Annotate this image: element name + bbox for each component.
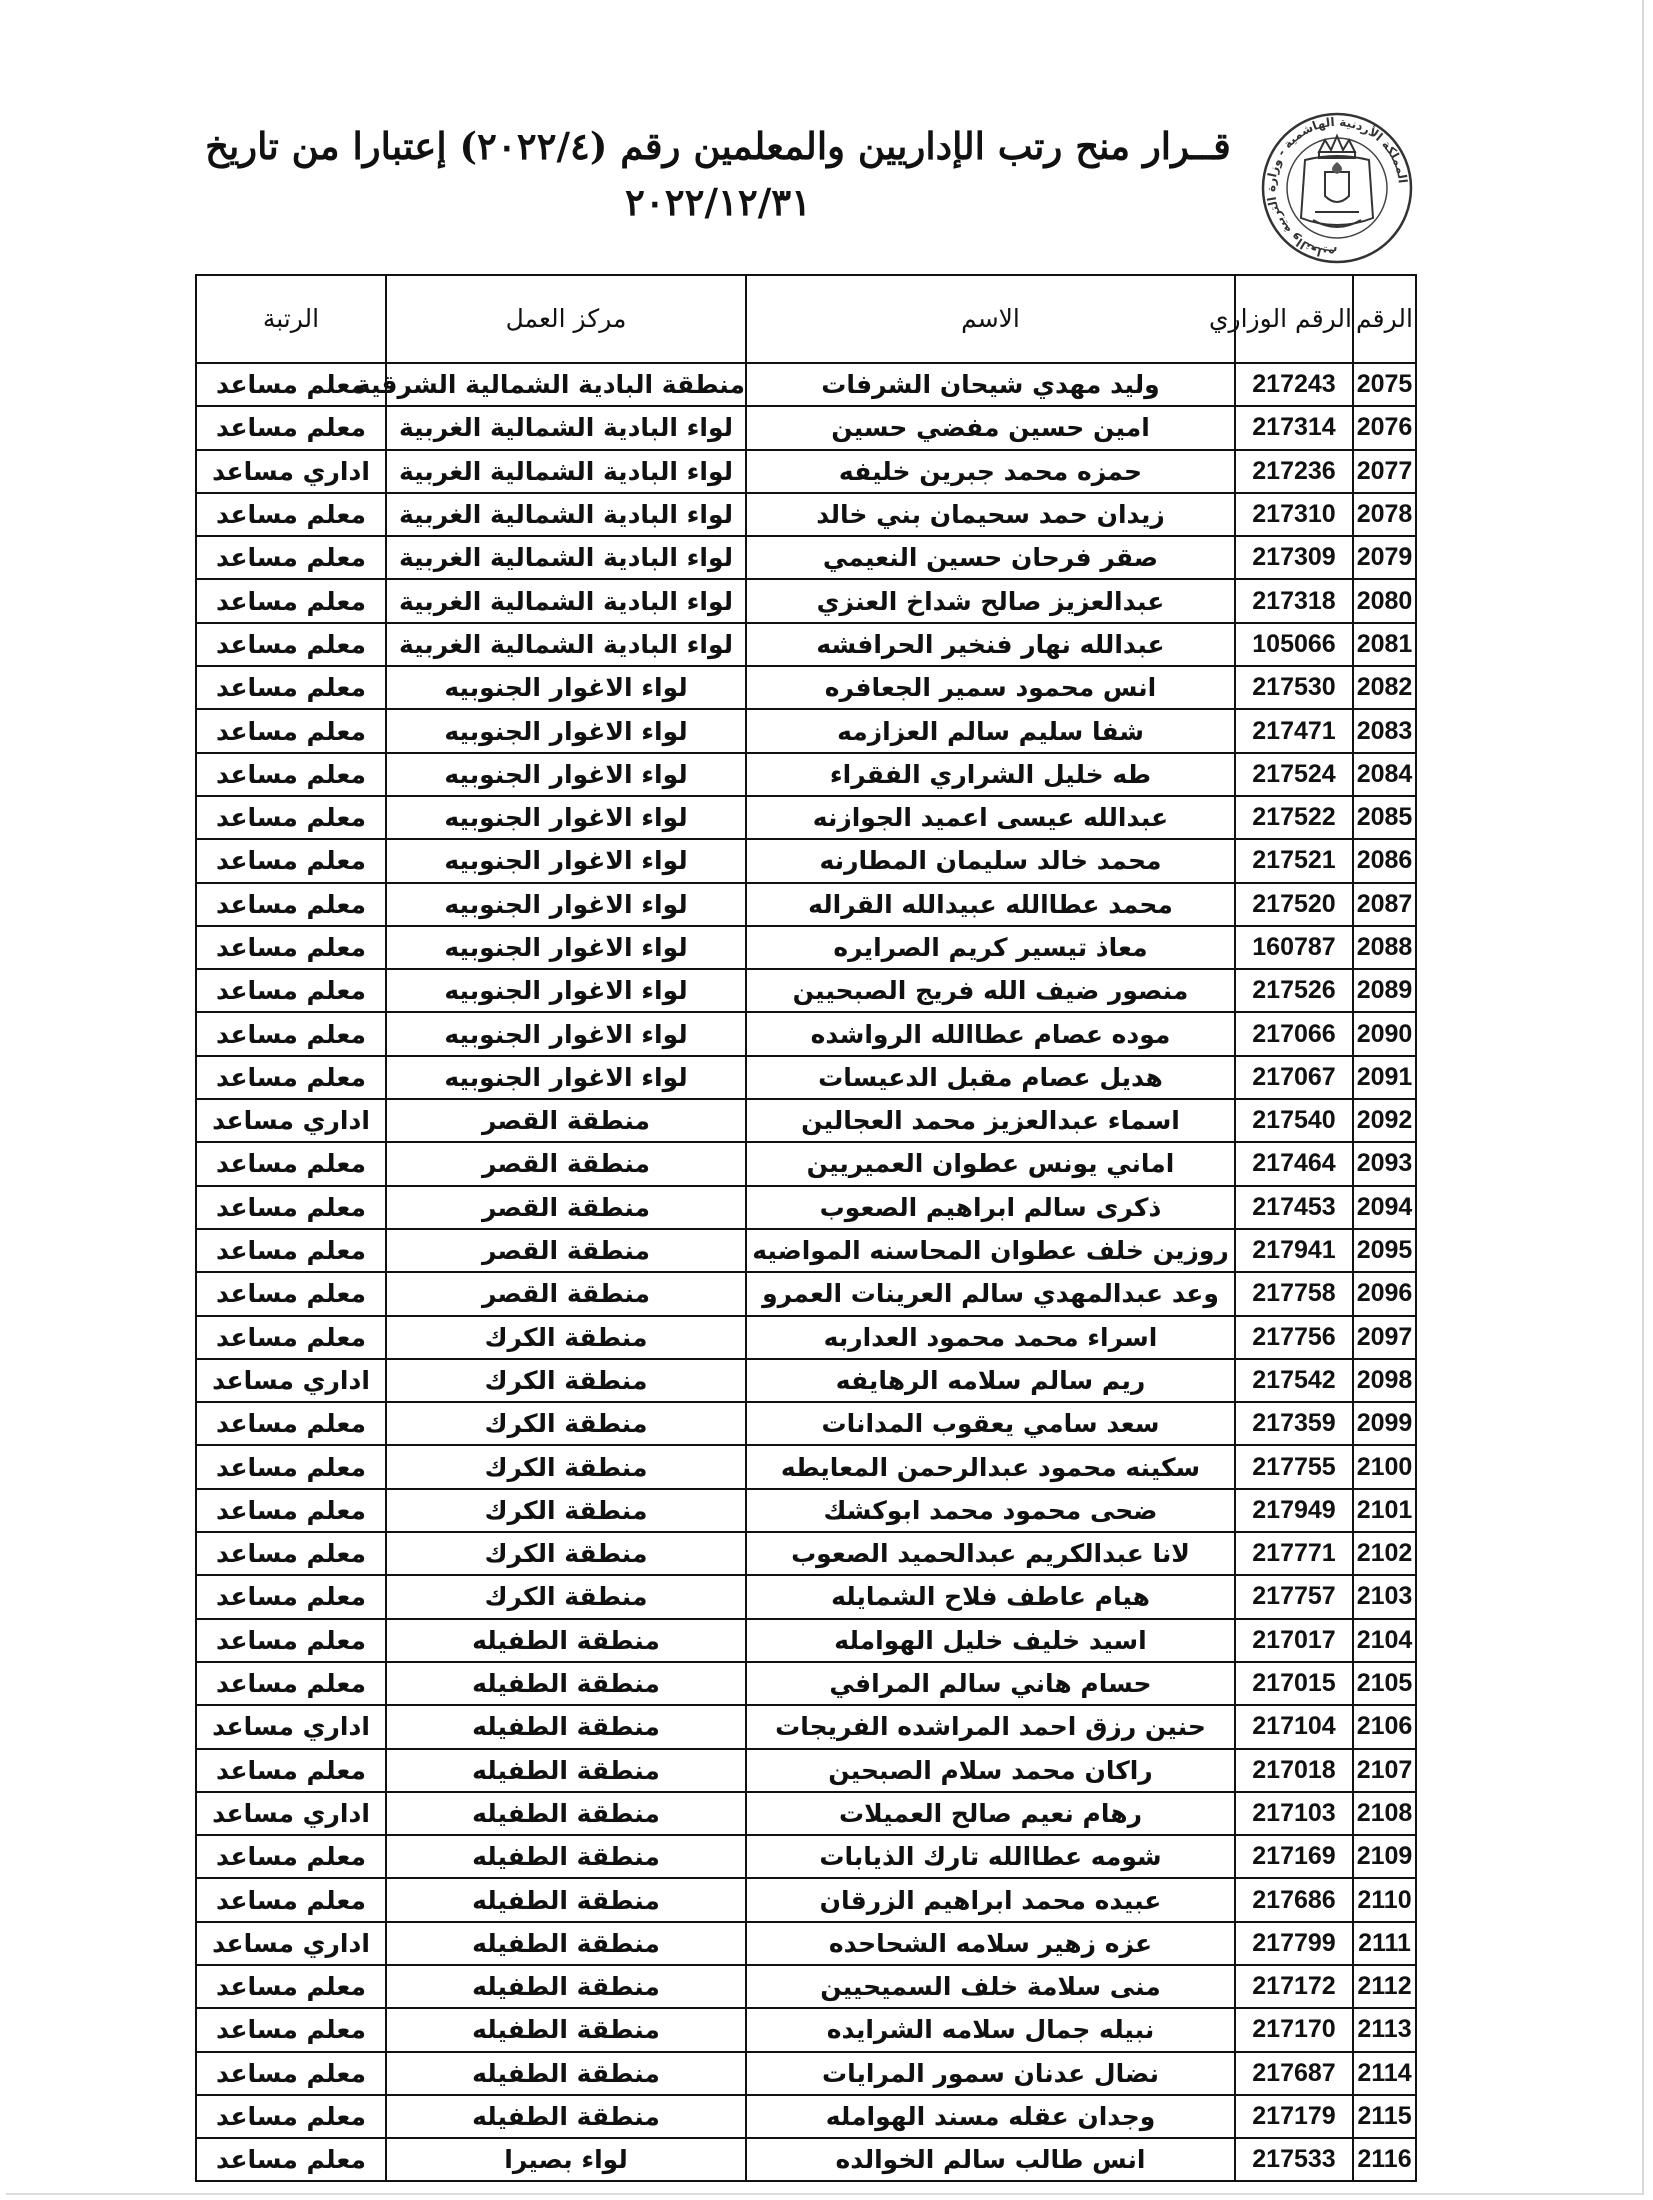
work-center: منطقة القصر bbox=[386, 1186, 746, 1229]
row-number: 2085 bbox=[1353, 796, 1416, 839]
table-row bbox=[196, 1922, 1416, 1965]
row-number: 2095 bbox=[1353, 1229, 1416, 1272]
rank: معلم مساعد bbox=[196, 969, 386, 1012]
employee-name: انس طالب سالم الخوالده bbox=[746, 2138, 1235, 2181]
row-number: 2094 bbox=[1353, 1186, 1416, 1229]
rank: معلم مساعد bbox=[196, 796, 386, 839]
table-row bbox=[196, 1835, 1416, 1878]
employee-name: عبدالله نهار فنخير الحرافشه bbox=[746, 623, 1235, 666]
table-row bbox=[196, 493, 1416, 536]
ministry-number: 217359 bbox=[1235, 1402, 1353, 1445]
employee-name: نضال عدنان سمور المرايات bbox=[746, 2052, 1235, 2095]
rank: اداري مساعد bbox=[196, 1922, 386, 1965]
employee-name: اسيد خليف خليل الهوامله bbox=[746, 1619, 1235, 1662]
table-row bbox=[196, 2052, 1416, 2095]
work-center: منطقة الطفيله bbox=[386, 1922, 746, 1965]
table-row bbox=[196, 1056, 1416, 1099]
work-center: لواء الاغوار الجنوبيه bbox=[386, 926, 746, 969]
rank: اداري مساعد bbox=[196, 450, 386, 493]
work-center: منطقة الطفيله bbox=[386, 1619, 746, 1662]
table-row bbox=[196, 796, 1416, 839]
employee-name: عبدالله عيسى اعميد الجوازنه bbox=[746, 796, 1235, 839]
ministry-number: 217236 bbox=[1235, 450, 1353, 493]
ministry-number: 217169 bbox=[1235, 1835, 1353, 1878]
employee-name: حنين رزق احمد المراشده الفريجات bbox=[746, 1705, 1235, 1748]
title-line-1: قــرار منح رتب الإداريين والمعلمين رقم (٢٠٢٢/٤) إعتبارا من تاريخ bbox=[205, 124, 1231, 168]
employee-name: اسراء محمد محمود العداربه bbox=[746, 1316, 1235, 1359]
work-center: لواء الاغوار الجنوبيه bbox=[386, 666, 746, 709]
row-number: 2106 bbox=[1353, 1705, 1416, 1748]
row-number: 2100 bbox=[1353, 1445, 1416, 1488]
ministry-number: 217522 bbox=[1235, 796, 1353, 839]
table-row bbox=[196, 406, 1416, 449]
employee-name: ريم سالم سلامه الرهايفه bbox=[746, 1359, 1235, 1402]
table-row bbox=[196, 1878, 1416, 1921]
row-number: 2088 bbox=[1353, 926, 1416, 969]
ministry-number: 217464 bbox=[1235, 1142, 1353, 1185]
row-number: 2114 bbox=[1353, 2052, 1416, 2095]
ministry-number: 217104 bbox=[1235, 1705, 1353, 1748]
table-row bbox=[196, 1792, 1416, 1835]
table-row bbox=[196, 623, 1416, 666]
table-row bbox=[196, 926, 1416, 969]
row-number: 2079 bbox=[1353, 536, 1416, 579]
work-center: لواء الاغوار الجنوبيه bbox=[386, 1056, 746, 1099]
work-center: لواء الاغوار الجنوبيه bbox=[386, 1012, 746, 1055]
table-row bbox=[196, 2095, 1416, 2138]
employee-name: طه خليل الشراري الفقراء bbox=[746, 753, 1235, 796]
ministry-number: 217521 bbox=[1235, 839, 1353, 882]
rank: معلم مساعد bbox=[196, 926, 386, 969]
ministry-number: 217756 bbox=[1235, 1316, 1353, 1359]
table-row bbox=[196, 1229, 1416, 1272]
ministry-number: 217066 bbox=[1235, 1012, 1353, 1055]
table-header-row bbox=[196, 275, 1416, 363]
rank: معلم مساعد bbox=[196, 1012, 386, 1055]
rank: معلم مساعد bbox=[196, 753, 386, 796]
rank: اداري مساعد bbox=[196, 1705, 386, 1748]
ministry-number: 217799 bbox=[1235, 1922, 1353, 1965]
work-center: منطقة البادية الشمالية الشرقية bbox=[386, 363, 746, 406]
results-table bbox=[195, 274, 1417, 2182]
rank: معلم مساعد bbox=[196, 2052, 386, 2095]
table-row bbox=[196, 839, 1416, 882]
employee-name: حسام هاني سالم المرافي bbox=[746, 1662, 1235, 1705]
work-center: لواء الاغوار الجنوبيه bbox=[386, 753, 746, 796]
row-number: 2096 bbox=[1353, 1272, 1416, 1315]
rank: معلم مساعد bbox=[196, 709, 386, 752]
ministry-number: 217530 bbox=[1235, 666, 1353, 709]
work-center: منطقة الكرك bbox=[386, 1532, 746, 1575]
employee-name: منى سلامة خلف السميحيين bbox=[746, 1965, 1235, 2008]
row-number: 2108 bbox=[1353, 1792, 1416, 1835]
table-row bbox=[196, 579, 1416, 622]
employee-name: حمزه محمد جبرين خليفه bbox=[746, 450, 1235, 493]
work-center: لواء الاغوار الجنوبيه bbox=[386, 709, 746, 752]
row-number: 2089 bbox=[1353, 969, 1416, 1012]
work-center: منطقة الطفيله bbox=[386, 1878, 746, 1921]
employee-name: هيام عاطف فلاح الشمايله bbox=[746, 1575, 1235, 1618]
work-center: لواء بصيرا bbox=[386, 2138, 746, 2181]
employee-name: وعد عبدالمهدي سالم العرينات العمرو bbox=[746, 1272, 1235, 1315]
row-number: 2110 bbox=[1353, 1878, 1416, 1921]
row-number: 2091 bbox=[1353, 1056, 1416, 1099]
work-center: منطقة الكرك bbox=[386, 1402, 746, 1445]
ministry-number: 217318 bbox=[1235, 579, 1353, 622]
work-center: منطقة الكرك bbox=[386, 1489, 746, 1532]
rank: معلم مساعد bbox=[196, 406, 386, 449]
rank: معلم مساعد bbox=[196, 2008, 386, 2051]
rank: اداري مساعد bbox=[196, 1359, 386, 1402]
work-center: منطقة الطفيله bbox=[386, 1749, 746, 1792]
table-row bbox=[196, 1489, 1416, 1532]
employee-name: راكان محمد سلام الصبحين bbox=[746, 1749, 1235, 1792]
employee-name: ذكرى سالم ابراهيم الصعوب bbox=[746, 1186, 1235, 1229]
rank: معلم مساعد bbox=[196, 623, 386, 666]
table-row bbox=[196, 2008, 1416, 2051]
rank: معلم مساعد bbox=[196, 1056, 386, 1099]
row-number: 2081 bbox=[1353, 623, 1416, 666]
rank: معلم مساعد bbox=[196, 1489, 386, 1532]
employee-name: وليد مهدي شيحان الشرفات bbox=[746, 363, 1235, 406]
title-line-2: ٢٠٢٢/١٢/٣١ bbox=[624, 180, 811, 224]
table-row bbox=[196, 1402, 1416, 1445]
employee-name: عزه زهير سلامه الشحاحده bbox=[746, 1922, 1235, 1965]
row-number: 2092 bbox=[1353, 1099, 1416, 1142]
employee-name: زيدان حمد سحيمان بني خالد bbox=[746, 493, 1235, 536]
work-center: لواء البادية الشمالية الغربية bbox=[386, 450, 746, 493]
employee-name: موده عصام عطاالله الرواشده bbox=[746, 1012, 1235, 1055]
rank: معلم مساعد bbox=[196, 1532, 386, 1575]
work-center: لواء البادية الشمالية الغربية bbox=[386, 406, 746, 449]
table-row bbox=[196, 1012, 1416, 1055]
ministry-number: 217453 bbox=[1235, 1186, 1353, 1229]
rank: معلم مساعد bbox=[196, 1445, 386, 1488]
ministry-number: 217309 bbox=[1235, 536, 1353, 579]
table-row bbox=[196, 1186, 1416, 1229]
work-center: لواء الاغوار الجنوبيه bbox=[386, 969, 746, 1012]
table-row bbox=[196, 536, 1416, 579]
work-center: منطقة الطفيله bbox=[386, 2095, 746, 2138]
rank: معلم مساعد bbox=[196, 1402, 386, 1445]
row-number: 2082 bbox=[1353, 666, 1416, 709]
table-row bbox=[196, 666, 1416, 709]
table-row bbox=[196, 1316, 1416, 1359]
employee-name: معاذ تيسير كريم الصرايره bbox=[746, 926, 1235, 969]
work-center: منطقة الطفيله bbox=[386, 1705, 746, 1748]
rank: معلم مساعد bbox=[196, 883, 386, 926]
work-center: منطقة الطفيله bbox=[386, 2008, 746, 2051]
rank: معلم مساعد bbox=[196, 1229, 386, 1272]
ministry-number: 217540 bbox=[1235, 1099, 1353, 1142]
rank: معلم مساعد bbox=[196, 1575, 386, 1618]
work-center: منطقة الكرك bbox=[386, 1316, 746, 1359]
seal-text: المملكة الأردنية الهاشمية - وزارة التربية والتعليم bbox=[1264, 114, 1410, 262]
ministry-number: 160787 bbox=[1235, 926, 1353, 969]
ministry-number: 217686 bbox=[1235, 1878, 1353, 1921]
ministry-number: 217018 bbox=[1235, 1749, 1353, 1792]
ministry-number: 217015 bbox=[1235, 1662, 1353, 1705]
employee-name: منصور ضيف الله فريج الصبحيين bbox=[746, 969, 1235, 1012]
rank: معلم مساعد bbox=[196, 1965, 386, 2008]
row-number: 2113 bbox=[1353, 2008, 1416, 2051]
work-center: منطقة الكرك bbox=[386, 1359, 746, 1402]
table-row bbox=[196, 1099, 1416, 1142]
employee-name: صقر فرحان حسين النعيمي bbox=[746, 536, 1235, 579]
employee-name: سعد سامي يعقوب المدانات bbox=[746, 1402, 1235, 1445]
employee-name: ضحى محمود محمد ابوكشك bbox=[746, 1489, 1235, 1532]
document-header bbox=[0, 100, 1653, 260]
ministry-number: 217520 bbox=[1235, 883, 1353, 926]
row-number: 2097 bbox=[1353, 1316, 1416, 1359]
rank: معلم مساعد bbox=[196, 536, 386, 579]
table-row bbox=[196, 1272, 1416, 1315]
employee-name: اسماء عبدالعزيز محمد العجالين bbox=[746, 1099, 1235, 1142]
rank: معلم مساعد bbox=[196, 1619, 386, 1662]
ministry-number: 217941 bbox=[1235, 1229, 1353, 1272]
table-row bbox=[196, 883, 1416, 926]
ministry-number: 217172 bbox=[1235, 1965, 1353, 2008]
row-number: 2112 bbox=[1353, 1965, 1416, 2008]
rank: معلم مساعد bbox=[196, 1272, 386, 1315]
work-center: لواء البادية الشمالية الغربية bbox=[386, 536, 746, 579]
employee-name: عبدالعزيز صالح شداخ العنزي bbox=[746, 579, 1235, 622]
table-row bbox=[196, 450, 1416, 493]
row-number: 2099 bbox=[1353, 1402, 1416, 1445]
table-row bbox=[196, 1532, 1416, 1575]
rank: معلم مساعد bbox=[196, 363, 386, 406]
table-row bbox=[196, 1575, 1416, 1618]
employee-name: هديل عصام مقبل الدعيسات bbox=[746, 1056, 1235, 1099]
ministry-number: 217755 bbox=[1235, 1445, 1353, 1488]
table-row bbox=[196, 1619, 1416, 1662]
row-number: 2107 bbox=[1353, 1749, 1416, 1792]
row-number: 2109 bbox=[1353, 1835, 1416, 1878]
work-center: منطقة الطفيله bbox=[386, 1792, 746, 1835]
table-row bbox=[196, 709, 1416, 752]
work-center: لواء الاغوار الجنوبيه bbox=[386, 839, 746, 882]
rank: معلم مساعد bbox=[196, 2095, 386, 2138]
row-number: 2104 bbox=[1353, 1619, 1416, 1662]
header-ministry-number: الرقم الوزاري bbox=[1235, 275, 1353, 363]
work-center: منطقة الطفيله bbox=[386, 1835, 746, 1878]
table-row bbox=[196, 363, 1416, 406]
row-number: 2090 bbox=[1353, 1012, 1416, 1055]
row-number: 2078 bbox=[1353, 493, 1416, 536]
row-number: 2075 bbox=[1353, 363, 1416, 406]
work-center: لواء البادية الشمالية الغربية bbox=[386, 579, 746, 622]
row-number: 2111 bbox=[1353, 1922, 1416, 1965]
work-center: منطقة القصر bbox=[386, 1099, 746, 1142]
ministry-number: 217310 bbox=[1235, 493, 1353, 536]
table-row bbox=[196, 969, 1416, 1012]
rank: معلم مساعد bbox=[196, 1186, 386, 1229]
employee-name: محمد خالد سليمان المطارنه bbox=[746, 839, 1235, 882]
employee-name: اماني يونس عطوان العميريين bbox=[746, 1142, 1235, 1185]
employee-name: شومه عطاالله تارك الذيابات bbox=[746, 1835, 1235, 1878]
ministry-number: 217758 bbox=[1235, 1272, 1353, 1315]
employee-name: روزين خلف عطوان المحاسنه المواضيه bbox=[746, 1229, 1235, 1272]
ministry-number: 217179 bbox=[1235, 2095, 1353, 2138]
rank: معلم مساعد bbox=[196, 1835, 386, 1878]
ministry-number: 217757 bbox=[1235, 1575, 1353, 1618]
rank: معلم مساعد bbox=[196, 1878, 386, 1921]
work-center: منطقة الكرك bbox=[386, 1575, 746, 1618]
row-number: 2093 bbox=[1353, 1142, 1416, 1185]
work-center: منطقة القصر bbox=[386, 1272, 746, 1315]
table-row bbox=[196, 753, 1416, 796]
work-center: لواء البادية الشمالية الغربية bbox=[386, 493, 746, 536]
work-center: منطقة القصر bbox=[386, 1229, 746, 1272]
row-number: 2077 bbox=[1353, 450, 1416, 493]
rank: اداري مساعد bbox=[196, 1792, 386, 1835]
rank: معلم مساعد bbox=[196, 1749, 386, 1792]
header-work-center: مركز العمل bbox=[386, 275, 746, 363]
row-number: 2116 bbox=[1353, 2138, 1416, 2181]
employee-name: رهام نعيم صالح العميلات bbox=[746, 1792, 1235, 1835]
row-number: 2083 bbox=[1353, 709, 1416, 752]
row-number: 2101 bbox=[1353, 1489, 1416, 1532]
document-title bbox=[203, 118, 1233, 230]
employee-name: لانا عبدالكريم عبدالحميد الصعوب bbox=[746, 1532, 1235, 1575]
ministry-number: 217542 bbox=[1235, 1359, 1353, 1402]
rank: معلم مساعد bbox=[196, 579, 386, 622]
work-center: لواء الاغوار الجنوبيه bbox=[386, 796, 746, 839]
rank: معلم مساعد bbox=[196, 666, 386, 709]
ministry-number: 217471 bbox=[1235, 709, 1353, 752]
work-center: لواء البادية الشمالية الغربية bbox=[386, 623, 746, 666]
employee-name: شفا سليم سالم العزازمه bbox=[746, 709, 1235, 752]
rank: معلم مساعد bbox=[196, 839, 386, 882]
employee-name: سكينه محمود عبدالرحمن المعايطه bbox=[746, 1445, 1235, 1488]
ministry-number: 217017 bbox=[1235, 1619, 1353, 1662]
work-center: منطقة الطفيله bbox=[386, 1965, 746, 2008]
ministry-number: 217771 bbox=[1235, 1532, 1353, 1575]
header-number: الرقم bbox=[1353, 275, 1416, 363]
row-number: 2102 bbox=[1353, 1532, 1416, 1575]
table-row bbox=[196, 1445, 1416, 1488]
employee-name: محمد عطاالله عبيدالله القراله bbox=[746, 883, 1235, 926]
row-number: 2105 bbox=[1353, 1662, 1416, 1705]
header-name: الاسم bbox=[746, 275, 1235, 363]
employee-name: امين حسين مفضي حسين bbox=[746, 406, 1235, 449]
employee-name: نبيله جمال سلامه الشرايده bbox=[746, 2008, 1235, 2051]
ministry-number: 217524 bbox=[1235, 753, 1353, 796]
rank: اداري مساعد bbox=[196, 1099, 386, 1142]
rank: معلم مساعد bbox=[196, 1316, 386, 1359]
employee-name: انس محمود سمير الجعافره bbox=[746, 666, 1235, 709]
table-row bbox=[196, 1662, 1416, 1705]
work-center: منطقة الكرك bbox=[386, 1445, 746, 1488]
ministry-number: 105066 bbox=[1235, 623, 1353, 666]
work-center: منطقة الطفيله bbox=[386, 1662, 746, 1705]
ministry-number: 217170 bbox=[1235, 2008, 1353, 2051]
ministry-seal-logo bbox=[1255, 100, 1420, 270]
work-center: منطقة الطفيله bbox=[386, 2052, 746, 2095]
ministry-number: 217103 bbox=[1235, 1792, 1353, 1835]
table-body bbox=[196, 363, 1416, 2181]
table-row bbox=[196, 2138, 1416, 2181]
table-row bbox=[196, 1965, 1416, 2008]
header-rank: الرتبة bbox=[196, 275, 386, 363]
rank: معلم مساعد bbox=[196, 1662, 386, 1705]
rank: معلم مساعد bbox=[196, 2138, 386, 2181]
ministry-number: 217067 bbox=[1235, 1056, 1353, 1099]
work-center: لواء الاغوار الجنوبيه bbox=[386, 883, 746, 926]
employee-name: وجدان عقله مسند الهوامله bbox=[746, 2095, 1235, 2138]
table-row bbox=[196, 1142, 1416, 1185]
row-number: 2084 bbox=[1353, 753, 1416, 796]
row-number: 2098 bbox=[1353, 1359, 1416, 1402]
row-number: 2076 bbox=[1353, 406, 1416, 449]
table-row bbox=[196, 1359, 1416, 1402]
table-row bbox=[196, 1749, 1416, 1792]
table-row bbox=[196, 1705, 1416, 1748]
row-number: 2103 bbox=[1353, 1575, 1416, 1618]
employee-name: عبيده محمد ابراهيم الزرقان bbox=[746, 1878, 1235, 1921]
row-number: 2086 bbox=[1353, 839, 1416, 882]
work-center: منطقة القصر bbox=[386, 1142, 746, 1185]
ministry-number: 217526 bbox=[1235, 969, 1353, 1012]
rank: معلم مساعد bbox=[196, 493, 386, 536]
rank: معلم مساعد bbox=[196, 1142, 386, 1185]
ministry-number: 217314 bbox=[1235, 406, 1353, 449]
row-number: 2115 bbox=[1353, 2095, 1416, 2138]
ministry-number: 217243 bbox=[1235, 363, 1353, 406]
ministry-number: 217533 bbox=[1235, 2138, 1353, 2181]
row-number: 2080 bbox=[1353, 579, 1416, 622]
row-number: 2087 bbox=[1353, 883, 1416, 926]
ministry-number: 217949 bbox=[1235, 1489, 1353, 1532]
ministry-number: 217687 bbox=[1235, 2052, 1353, 2095]
